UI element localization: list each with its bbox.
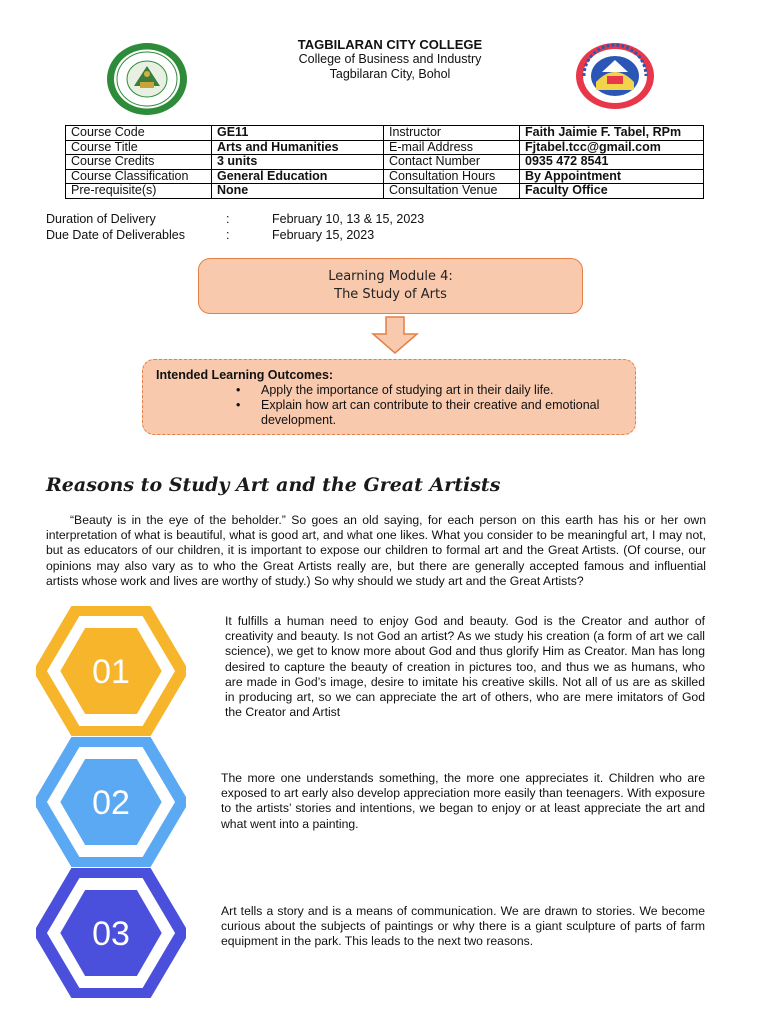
- table-label: Course Credits: [66, 155, 212, 170]
- city-of-tagbilaran-official-seal-icon: [574, 42, 656, 110]
- duration-value: February 10, 13 & 15, 2023: [272, 212, 425, 226]
- module-title-box: [198, 258, 583, 314]
- department-name: College of Business and Industry: [298, 52, 482, 66]
- table-label: Instructor: [384, 126, 520, 141]
- college-name: TAGBILARAN CITY COLLEGE: [297, 37, 483, 52]
- badge-number: 03: [92, 915, 130, 953]
- table-row: [66, 155, 704, 170]
- due-date-row: [46, 228, 424, 244]
- badge-number: 01: [92, 653, 130, 691]
- table-label: Course Code: [66, 126, 212, 141]
- due-date-label: Due Date of Deliverables: [46, 227, 185, 242]
- table-label: Course Title: [66, 140, 212, 155]
- table-value: 0935 472 8541: [520, 155, 704, 170]
- table-row: [66, 140, 704, 155]
- table-value: By Appointment: [520, 169, 704, 184]
- due-date-value: February 15, 2023: [272, 227, 375, 242]
- reason-text-03: Art tells a story and is a means of communication. We are drawn to stories. We become curious about the subjects of paintings or why there is a giant sculpture of parts of farm equipment in the park. This leads to the next two reasons.: [221, 904, 705, 949]
- table-label: Contact Number: [384, 155, 520, 170]
- table-row: [66, 169, 704, 184]
- arrow-down-icon: [371, 316, 419, 354]
- course-info-table: [65, 125, 704, 199]
- hexagon-badge-01-icon: [36, 606, 186, 736]
- table-row: [66, 184, 704, 199]
- hexagon-badge-03-icon: [36, 868, 186, 998]
- separator: :: [226, 227, 230, 242]
- learning-outcomes-list: [156, 383, 623, 428]
- learning-outcomes-box: [142, 359, 636, 435]
- module-title: The Study of Arts: [334, 287, 447, 302]
- document-header: [240, 37, 540, 82]
- table-label: Consultation Hours: [384, 169, 520, 184]
- hexagon-badge-02-icon: [36, 737, 186, 867]
- learning-outcomes-title: Intended Learning Outcomes:: [156, 368, 334, 382]
- table-value: Fjtabel.tcc@gmail.com: [520, 140, 704, 155]
- section-title: Reasons to Study Art and the Great Artists: [46, 474, 501, 496]
- table-label: Pre-requisite(s): [66, 184, 212, 199]
- table-value: None: [212, 184, 384, 199]
- module-number: Learning Module 4:: [328, 269, 453, 284]
- separator: :: [226, 212, 230, 226]
- table-label: Course Classification: [66, 169, 212, 184]
- table-row: [66, 126, 704, 141]
- tagbilaran-city-college-seal-icon: [106, 42, 188, 116]
- badge-number: 02: [92, 784, 130, 822]
- reason-text-01: It fulfills a human need to enjoy God and beauty. God is the Creator and author of creativity and beauty. Is not God an artist? As we study his creation (a form of art we call science), we get to know more about God and thus glorify Him as Creator. Man has long desired to capture the beauty of creation in pictures too, and thus we as humans, who are made in God’s image, desire to imitate his creative skills. Not all of us are as skilled in producing art, so we can appreciate the art of others, who are mere imitators of God the Creator and Artist: [225, 614, 705, 720]
- table-value: Faculty Office: [520, 184, 704, 199]
- table-value: General Education: [212, 169, 384, 184]
- list-item: • Explain how art can contribute to their creative and emotional development.: [236, 398, 623, 428]
- reason-text-02: The more one understands something, the more one appreciates it. Children who are exposed to art early also develop appreciation more easily than teenagers. With exposure to the artists’ stories and intentions, we began to enjoy or at least appreciate the art and what went into a painting.: [221, 771, 705, 831]
- duration-label: Duration of Delivery: [46, 212, 156, 226]
- table-label: E-mail Address: [384, 140, 520, 155]
- table-value: 3 units: [212, 155, 384, 170]
- table-value: GE11: [212, 126, 384, 141]
- college-location: Tagbilaran City, Bohol: [329, 67, 451, 81]
- list-item: • Apply the importance of studying art in their daily life.: [236, 383, 623, 398]
- duration-row: [46, 212, 424, 228]
- table-value: Arts and Humanities: [212, 140, 384, 155]
- schedule: [46, 212, 424, 243]
- table-label: Consultation Venue: [384, 184, 520, 199]
- table-value: Faith Jaimie F. Tabel, RPm: [520, 126, 704, 141]
- intro-paragraph: “Beauty is in the eye of the beholder.” So goes an old saying, for each person on this earth has his or her own interpretation of what is beautiful, what is good art, and what one likes. What you consider to be meaningful art, I may not, but as educators of our children, it is important to expose our children to formal art and the Great Artists. (Of course, our opinions may also vary as to who the Great Artists really are, but there are generally accepted famous and influential artists whose work and lives are worthy of study.) So why should we study art and the Great Artists?: [46, 513, 706, 588]
